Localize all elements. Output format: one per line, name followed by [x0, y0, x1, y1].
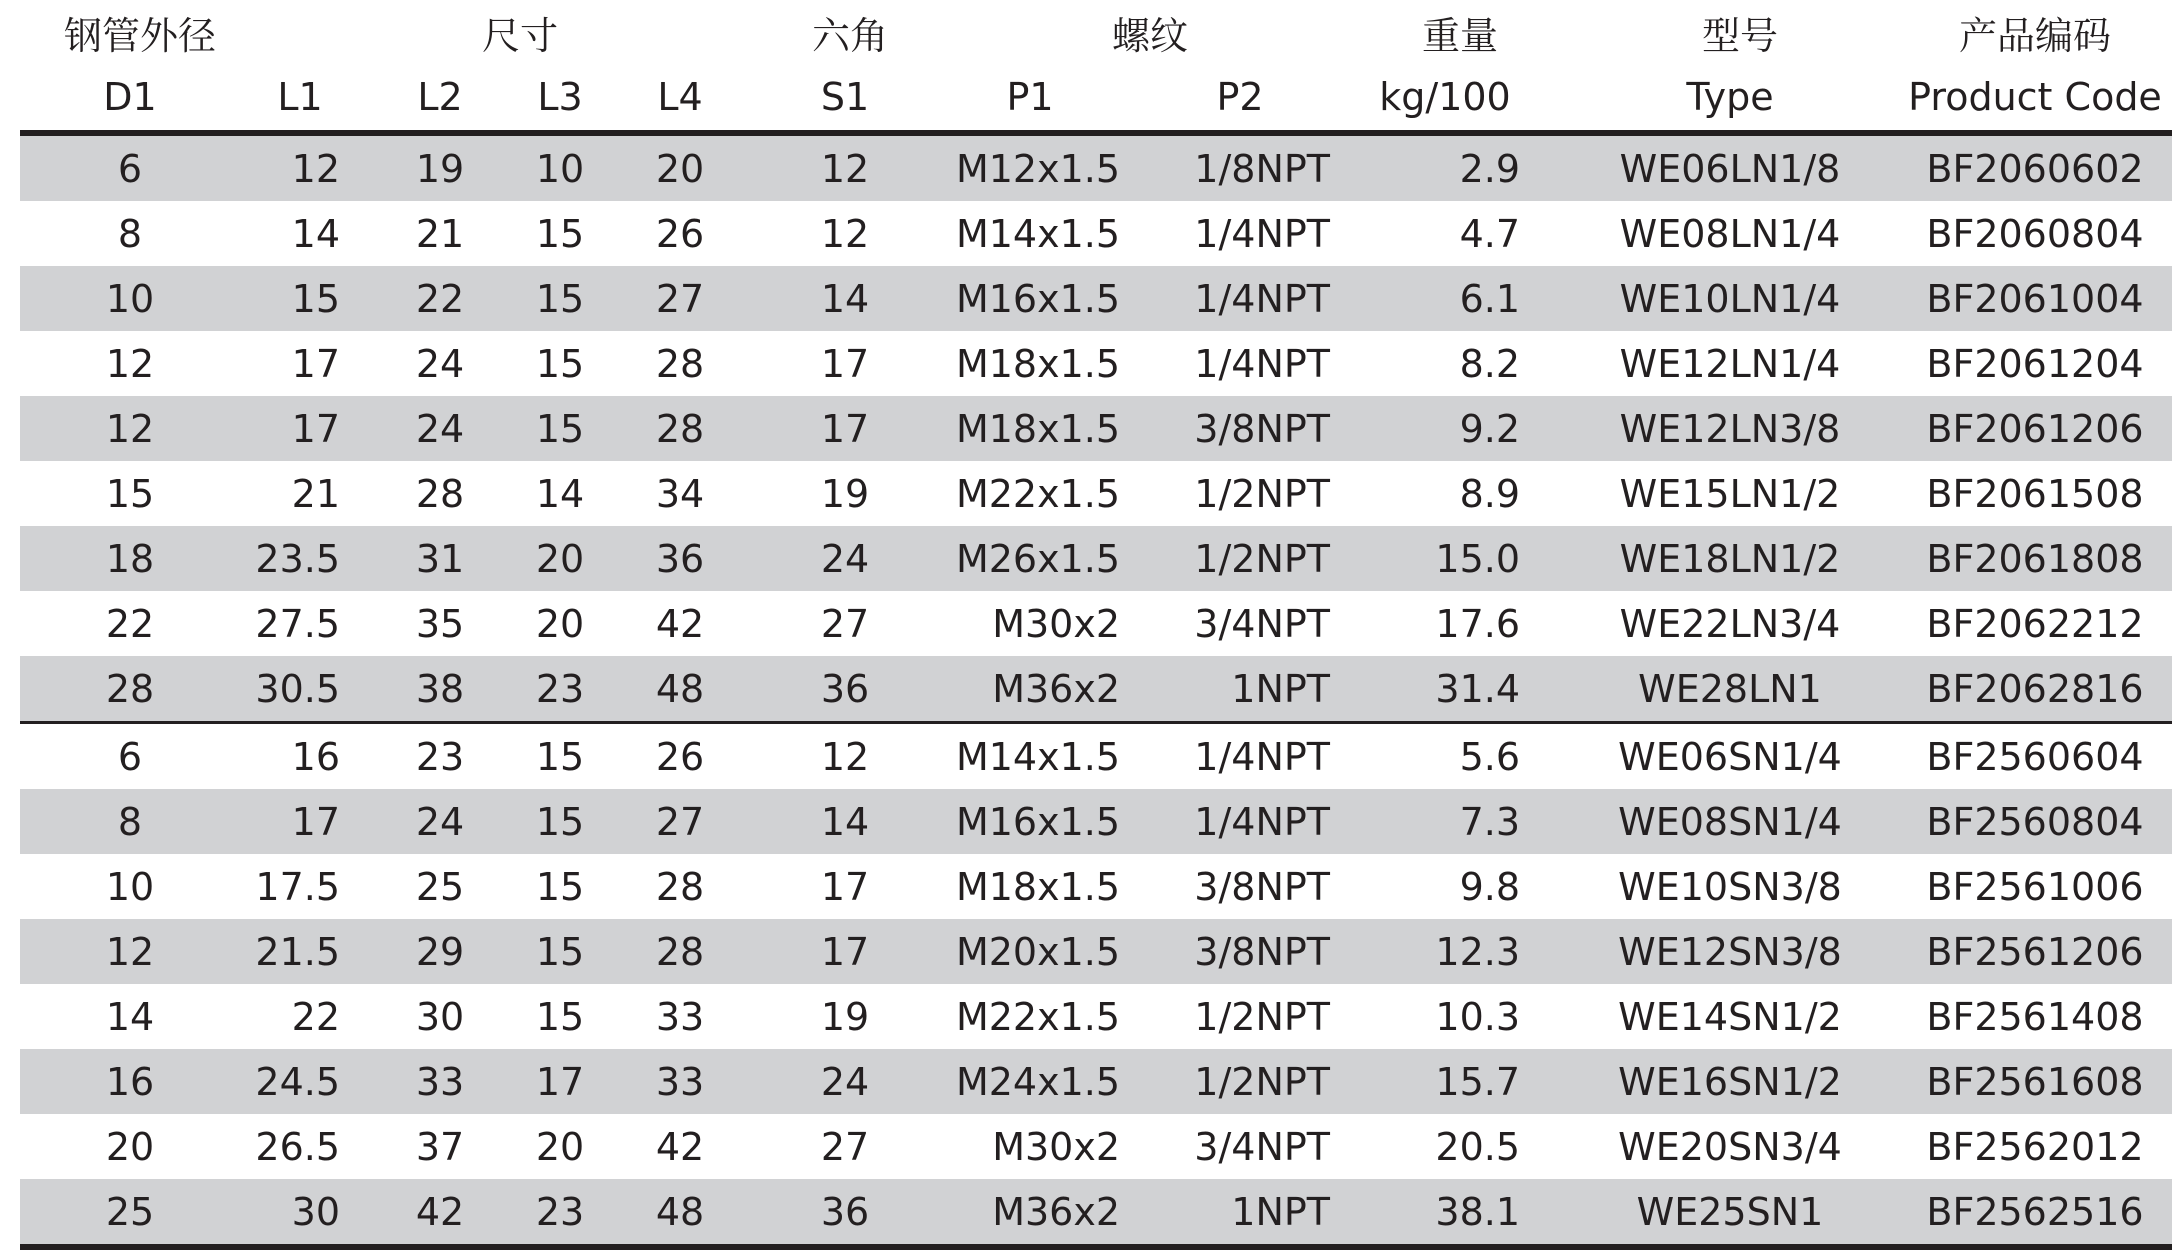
cell-l4: 42: [655, 601, 705, 646]
header-group-thread: 螺纹: [1111, 13, 1188, 58]
cell-p1: M30x2: [992, 601, 1120, 646]
cell-l2: 35: [415, 601, 465, 646]
cell-product-code: BF2061206: [1926, 406, 2144, 451]
cell-product-code: BF2062816: [1926, 666, 2144, 711]
cell-p1: M22x1.5: [955, 994, 1120, 1039]
cell-s1: 36: [820, 1189, 870, 1234]
column-header-d1: D1: [103, 75, 157, 119]
cell-type: WE15LN1/2: [1619, 471, 1841, 516]
cell-weight: 8.9: [1459, 471, 1520, 516]
table-row: [20, 984, 2172, 1049]
cell-s1: 12: [820, 734, 870, 779]
cell-l4: 26: [655, 734, 705, 779]
cell-l1: 26.5: [255, 1124, 340, 1169]
cell-l3: 15: [535, 929, 585, 974]
cell-product-code: BF2561408: [1926, 994, 2144, 1039]
cell-p2: 3/8NPT: [1194, 929, 1330, 974]
cell-s1: 19: [820, 471, 870, 516]
spec-table: [20, 0, 2172, 1250]
cell-l3: 20: [535, 536, 585, 581]
cell-l2: 24: [415, 799, 465, 844]
header-group-weight: 重量: [1421, 13, 1498, 58]
cell-weight: 9.2: [1459, 406, 1520, 451]
cell-p2: 1/4NPT: [1194, 341, 1330, 386]
cell-product-code: BF2561006: [1926, 864, 2144, 909]
cell-p1: M22x1.5: [955, 471, 1120, 516]
cell-weight: 2.9: [1459, 146, 1520, 191]
cell-type: WE12LN3/8: [1619, 406, 1841, 451]
cell-l2: 21: [415, 211, 465, 256]
cell-l1: 22: [291, 994, 340, 1039]
cell-p2: 1/4NPT: [1194, 799, 1330, 844]
cell-weight: 9.8: [1459, 864, 1520, 909]
cell-p2: 1/2NPT: [1194, 536, 1330, 581]
cell-d1: 18: [105, 536, 155, 581]
table-row: [20, 1049, 2172, 1114]
cell-type: WE10SN3/8: [1618, 864, 1842, 909]
table-row: [20, 789, 2172, 854]
table-row: [20, 266, 2172, 331]
cell-product-code: BF2061508: [1926, 471, 2144, 516]
cell-product-code: BF2061204: [1926, 341, 2144, 386]
cell-weight: 15.7: [1435, 1059, 1520, 1104]
cell-l1: 16: [291, 734, 340, 779]
cell-l4: 28: [655, 929, 705, 974]
cell-l4: 34: [655, 471, 705, 516]
cell-l3: 10: [535, 146, 585, 191]
cell-p2: 1/8NPT: [1194, 146, 1330, 191]
cell-l4: 48: [655, 1189, 705, 1234]
cell-l3: 17: [535, 1059, 585, 1104]
cell-p1: M18x1.5: [955, 341, 1120, 386]
column-header-l2: L2: [417, 75, 463, 119]
cell-d1: 15: [105, 471, 155, 516]
cell-p2: 3/4NPT: [1194, 601, 1330, 646]
cell-p1: M14x1.5: [955, 211, 1120, 256]
cell-weight: 5.6: [1459, 734, 1520, 779]
table-row: [20, 656, 2172, 721]
header-group-type: 型号: [1701, 13, 1778, 58]
cell-type: WE10LN1/4: [1619, 276, 1841, 321]
cell-l4: 27: [655, 276, 705, 321]
column-header-p1: P1: [1006, 75, 1054, 119]
cell-product-code: BF2060804: [1926, 211, 2144, 256]
table-row: [20, 591, 2172, 656]
cell-s1: 36: [820, 666, 870, 711]
cell-l1: 24.5: [255, 1059, 340, 1104]
column-header-s1: S1: [820, 75, 870, 119]
table-row: [20, 1114, 2172, 1179]
table-row: [20, 331, 2172, 396]
cell-l4: 27: [655, 799, 705, 844]
cell-product-code: BF2561608: [1926, 1059, 2144, 1104]
cell-p1: M36x2: [992, 666, 1120, 711]
cell-weight: 31.4: [1435, 666, 1520, 711]
cell-p2: 1/4NPT: [1194, 211, 1330, 256]
cell-l2: 23: [415, 734, 465, 779]
cell-d1: 16: [105, 1059, 155, 1104]
cell-p2: 1NPT: [1231, 666, 1330, 711]
table-row: [20, 461, 2172, 526]
cell-d1: 12: [105, 929, 155, 974]
column-header-l3: L3: [537, 75, 583, 119]
cell-s1: 17: [820, 341, 870, 386]
cell-p1: M36x2: [992, 1189, 1120, 1234]
cell-p2: 3/4NPT: [1194, 1124, 1330, 1169]
cell-product-code: BF2561206: [1926, 929, 2144, 974]
cell-l3: 15: [535, 734, 585, 779]
table-row: [20, 919, 2172, 984]
cell-p2: 3/8NPT: [1194, 406, 1330, 451]
cell-p1: M16x1.5: [955, 799, 1120, 844]
cell-p2: 1/2NPT: [1194, 471, 1330, 516]
cell-product-code: BF2061808: [1926, 536, 2144, 581]
cell-l1: 14: [291, 211, 340, 256]
cell-d1: 8: [117, 211, 143, 256]
column-header-l1: L1: [277, 75, 323, 119]
cell-p2: 1/2NPT: [1194, 1059, 1330, 1104]
cell-l1: 23.5: [255, 536, 340, 581]
table-row: [20, 526, 2172, 591]
cell-p2: 1/2NPT: [1194, 994, 1330, 1039]
cell-l3: 20: [535, 601, 585, 646]
cell-s1: 14: [820, 276, 870, 321]
cell-l4: 20: [655, 146, 705, 191]
cell-l3: 15: [535, 994, 585, 1039]
cell-l3: 15: [535, 864, 585, 909]
cell-product-code: BF2061004: [1926, 276, 2144, 321]
cell-weight: 38.1: [1435, 1189, 1520, 1234]
cell-type: WE20SN3/4: [1618, 1124, 1842, 1169]
cell-s1: 12: [820, 146, 870, 191]
cell-l1: 12: [291, 146, 340, 191]
cell-weight: 12.3: [1435, 929, 1520, 974]
header-group-hex: 六角: [811, 13, 888, 58]
cell-s1: 24: [820, 536, 870, 581]
cell-l4: 28: [655, 406, 705, 451]
cell-l1: 17.5: [255, 864, 340, 909]
cell-product-code: BF2560604: [1926, 734, 2144, 779]
cell-weight: 7.3: [1459, 799, 1520, 844]
cell-l2: 31: [415, 536, 465, 581]
cell-p1: M24x1.5: [955, 1059, 1120, 1104]
cell-l1: 17: [291, 406, 340, 451]
cell-l2: 22: [415, 276, 465, 321]
cell-l3: 15: [535, 341, 585, 386]
table-row: [20, 854, 2172, 919]
cell-s1: 27: [820, 601, 870, 646]
table-row: [20, 396, 2172, 461]
cell-type: WE25SN1: [1636, 1189, 1824, 1234]
cell-p1: M26x1.5: [955, 536, 1120, 581]
cell-l3: 15: [535, 276, 585, 321]
column-header-weight: kg/100: [1379, 75, 1511, 119]
header-group-row: [20, 0, 2172, 64]
table-row: [20, 1179, 2172, 1244]
cell-p2: 1/4NPT: [1194, 276, 1330, 321]
table-row: [20, 136, 2172, 201]
cell-l1: 21: [291, 471, 340, 516]
cell-l3: 15: [535, 406, 585, 451]
cell-s1: 12: [820, 211, 870, 256]
cell-l2: 37: [415, 1124, 465, 1169]
cell-p1: M14x1.5: [955, 734, 1120, 779]
cell-d1: 28: [105, 666, 155, 711]
cell-p1: M20x1.5: [955, 929, 1120, 974]
header-group-d1: 钢管外径: [63, 13, 216, 58]
cell-s1: 14: [820, 799, 870, 844]
cell-d1: 8: [117, 799, 143, 844]
cell-type: WE16SN1/2: [1618, 1059, 1842, 1104]
cell-product-code: BF2062212: [1926, 601, 2144, 646]
header-group-dimensions: 尺寸: [481, 13, 558, 58]
cell-p2: 1/4NPT: [1194, 734, 1330, 779]
cell-s1: 24: [820, 1059, 870, 1104]
cell-l1: 15: [291, 276, 340, 321]
cell-l4: 33: [655, 1059, 705, 1104]
header-column-row: [20, 64, 2172, 130]
column-header-l4: L4: [657, 75, 703, 119]
cell-d1: 20: [105, 1124, 155, 1169]
cell-weight: 8.2: [1459, 341, 1520, 386]
cell-l4: 42: [655, 1124, 705, 1169]
cell-d1: 14: [105, 994, 155, 1039]
cell-product-code: BF2560804: [1926, 799, 2144, 844]
cell-l1: 17: [291, 799, 340, 844]
cell-type: WE18LN1/2: [1619, 536, 1841, 581]
cell-d1: 6: [117, 146, 143, 191]
cell-weight: 6.1: [1459, 276, 1520, 321]
cell-weight: 4.7: [1459, 211, 1520, 256]
cell-l2: 24: [415, 341, 465, 386]
cell-p2: 3/8NPT: [1194, 864, 1330, 909]
cell-l2: 24: [415, 406, 465, 451]
cell-l1: 21.5: [255, 929, 340, 974]
cell-l1: 17: [291, 341, 340, 386]
table-row: [20, 201, 2172, 266]
cell-type: WE12SN3/8: [1618, 929, 1842, 974]
cell-d1: 10: [105, 864, 155, 909]
cell-product-code: BF2562012: [1926, 1124, 2144, 1169]
cell-l3: 15: [535, 211, 585, 256]
table-row: [20, 724, 2172, 789]
cell-d1: 6: [117, 734, 143, 779]
cell-d1: 12: [105, 341, 155, 386]
cell-product-code: BF2562516: [1926, 1189, 2144, 1234]
header-group-product-code: 产品编码: [1958, 13, 2111, 58]
cell-type: WE12LN1/4: [1619, 341, 1841, 386]
table-body: [20, 136, 2172, 1244]
cell-p1: M30x2: [992, 1124, 1120, 1169]
cell-l2: 30: [415, 994, 465, 1039]
cell-p1: M12x1.5: [955, 146, 1120, 191]
cell-l3: 23: [535, 1189, 585, 1234]
cell-l2: 28: [415, 471, 465, 516]
cell-l2: 25: [415, 864, 465, 909]
cell-l4: 26: [655, 211, 705, 256]
cell-type: WE22LN3/4: [1619, 601, 1841, 646]
cell-product-code: BF2060602: [1926, 146, 2144, 191]
cell-type: WE08SN1/4: [1618, 799, 1842, 844]
cell-l1: 30: [291, 1189, 340, 1234]
cell-l2: 33: [415, 1059, 465, 1104]
cell-l3: 20: [535, 1124, 585, 1169]
cell-p2: 1NPT: [1231, 1189, 1330, 1234]
cell-l4: 28: [655, 341, 705, 386]
cell-type: WE14SN1/2: [1618, 994, 1842, 1039]
cell-type: WE06SN1/4: [1618, 734, 1842, 779]
cell-d1: 25: [105, 1189, 155, 1234]
cell-p1: M18x1.5: [955, 406, 1120, 451]
cell-type: WE28LN1: [1638, 666, 1822, 711]
cell-l2: 29: [415, 929, 465, 974]
cell-l1: 27.5: [255, 601, 340, 646]
cell-weight: 17.6: [1435, 601, 1520, 646]
cell-l4: 36: [655, 536, 705, 581]
cell-l3: 15: [535, 799, 585, 844]
column-header-product-code: Product Code: [1908, 75, 2162, 119]
cell-s1: 17: [820, 864, 870, 909]
bottom-rule: [20, 1244, 2172, 1250]
cell-l4: 33: [655, 994, 705, 1039]
cell-l2: 19: [415, 146, 465, 191]
cell-s1: 19: [820, 994, 870, 1039]
cell-p1: M18x1.5: [955, 864, 1120, 909]
cell-type: WE08LN1/4: [1619, 211, 1841, 256]
cell-d1: 22: [105, 601, 155, 646]
cell-l4: 48: [655, 666, 705, 711]
cell-p1: M16x1.5: [955, 276, 1120, 321]
cell-l3: 23: [535, 666, 585, 711]
cell-l1: 30.5: [255, 666, 340, 711]
cell-s1: 27: [820, 1124, 870, 1169]
cell-l4: 28: [655, 864, 705, 909]
cell-d1: 12: [105, 406, 155, 451]
cell-weight: 15.0: [1435, 536, 1520, 581]
cell-l3: 14: [535, 471, 585, 516]
cell-weight: 10.3: [1435, 994, 1520, 1039]
cell-type: WE06LN1/8: [1619, 146, 1841, 191]
column-header-type: Type: [1686, 75, 1774, 119]
cell-weight: 20.5: [1435, 1124, 1520, 1169]
cell-l2: 38: [415, 666, 465, 711]
cell-l2: 42: [415, 1189, 465, 1234]
cell-s1: 17: [820, 406, 870, 451]
cell-d1: 10: [105, 276, 155, 321]
column-header-p2: P2: [1216, 75, 1264, 119]
cell-s1: 17: [820, 929, 870, 974]
